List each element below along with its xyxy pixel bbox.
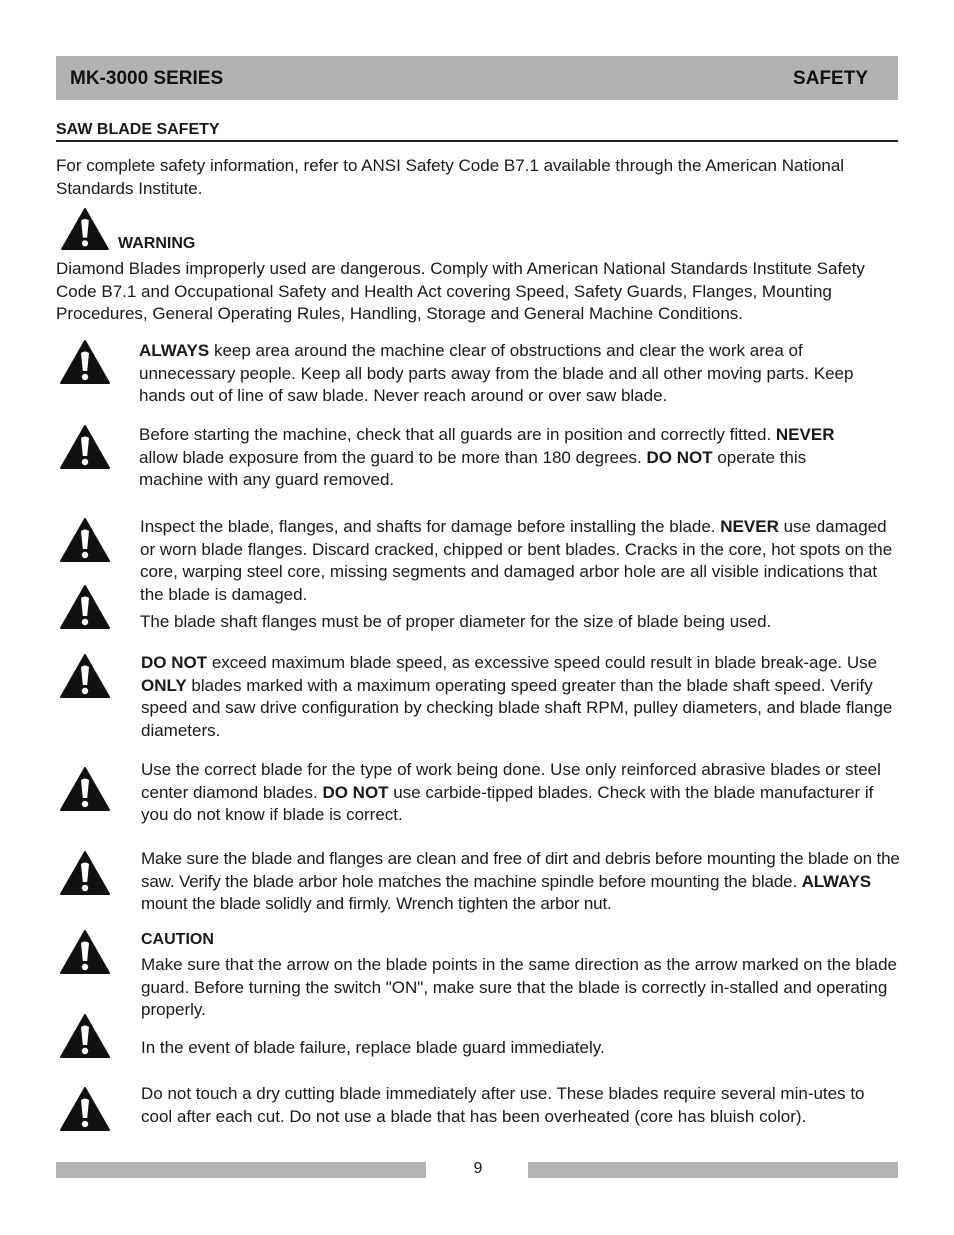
safety-item-2 bbox=[139, 424, 859, 492]
safety-item-6 bbox=[141, 759, 899, 827]
warning-triangle-icon bbox=[60, 518, 110, 562]
section-name: SAFETY bbox=[793, 68, 868, 89]
emphasis: NEVER bbox=[775, 425, 835, 444]
warning-triangle-icon bbox=[60, 1087, 110, 1131]
warning-triangle-icon bbox=[60, 851, 110, 895]
warning-triangle-icon bbox=[60, 340, 110, 384]
warning-triangle-icon bbox=[60, 425, 110, 469]
safety-item-5 bbox=[141, 652, 899, 742]
item-text: Use the correct blade for the type of work being done. Use only reinforced abrasive blades or steel center diamond blades. bbox=[141, 760, 881, 802]
item-text: exceed maximum blade speed, as excessive speed could result in blade break-age. Use bbox=[207, 653, 878, 672]
safety-item-4: The blade shaft flanges must be of proper diameter for the size of blade being used. bbox=[140, 612, 772, 631]
footer-bar-left bbox=[56, 1162, 426, 1178]
warning-text: Diamond Blades improperly used are dangerous. Comply with American National Standards Institute Safety Code B7.1 and Occupational Safety and Health Act covering Speed, Safety Guards, Flanges, Mounting Procedures, General Operating Rules, Handling, Storage and General Machine Conditions. bbox=[56, 259, 865, 324]
page-number: 9 bbox=[473, 1160, 483, 1177]
page-header bbox=[56, 56, 898, 100]
caution-label: CAUTION bbox=[141, 931, 214, 948]
emphasis: DO NOT bbox=[322, 782, 389, 802]
emphasis: ALWAYS bbox=[139, 341, 210, 360]
emphasis: DO NOT bbox=[646, 447, 713, 467]
section-divider bbox=[56, 140, 898, 142]
safety-item-1 bbox=[139, 340, 889, 408]
section-title: SAW BLADE SAFETY bbox=[56, 121, 220, 138]
warning-triangle-icon bbox=[60, 654, 110, 698]
item-text: Before starting the machine, check that all guards are in position and correctly fitted. bbox=[139, 425, 776, 444]
warning-triangle-icon bbox=[60, 585, 110, 629]
safety-item-7 bbox=[141, 848, 911, 916]
warning-label: WARNING bbox=[118, 235, 196, 252]
caution-text: Make sure that the arrow on the blade points in the same direction as the arrow marked on the blade guard. Before turning the switch "ON", make sure that the blade is correctly in-stalled and operating properly. bbox=[141, 955, 897, 1020]
series-title: MK-3000 SERIES bbox=[70, 68, 224, 89]
item-text: Inspect the blade, flanges, and shafts for damage before installing the blade. bbox=[140, 517, 721, 536]
item-text: Make sure the blade and flanges are clean and free of dirt and debris before mounting the blade on the saw. Verify the blade arbor hole matches the machine spindle before mounting the blade. bbox=[141, 849, 900, 891]
footer-bar-right bbox=[528, 1162, 898, 1178]
warning-triangle-icon bbox=[59, 208, 111, 250]
item-text: allow blade exposure from the guard to be more than 180 degrees. bbox=[139, 447, 647, 467]
emphasis: DO NOT bbox=[141, 653, 208, 672]
item-text: use damaged or worn blade flanges. Discard cracked, chipped or bent blades. Cracks in the core, hot spots on the core, warping steel core, missing segments and damaged arbor hole are all visible indications that the blade is damaged. bbox=[140, 517, 893, 604]
item-text: use carbide-tipped blades. Check with the blade manufacturer if you do not know if blade is correct. bbox=[141, 782, 874, 825]
blade-failure-text: In the event of blade failure, replace blade guard immediately. bbox=[141, 1038, 605, 1057]
warning-triangle-icon bbox=[60, 930, 110, 974]
emphasis: ALWAYS bbox=[801, 871, 871, 891]
item-text: mount the blade solidly and firmly. Wrench tighten the arbor nut. bbox=[141, 894, 612, 914]
warning-triangle-icon bbox=[60, 767, 110, 811]
item-text: operate this machine with any guard removed. bbox=[139, 447, 807, 490]
intro-text: For complete safety information, refer to ANSI Safety Code B7.1 available through the American National Standards Institute. bbox=[56, 156, 845, 198]
safety-item-3 bbox=[140, 516, 900, 606]
emphasis: NEVER bbox=[720, 517, 779, 536]
emphasis: ONLY bbox=[141, 675, 187, 695]
item-text: blades marked with a maximum operating speed greater than the blade shaft speed. Verify speed and saw drive configuration by checking blade shaft RPM, pulley diameters, and blade flange diameters. bbox=[141, 675, 893, 740]
hot-blade-text: Do not touch a dry cutting blade immediately after use. These blades require several min-utes to cool after each cut. Do not use a blade that has been overheated (core has bluish color). bbox=[141, 1084, 865, 1126]
item-text: keep area around the machine clear of obstructions and clear the work area of unnecessary people. Keep all body parts away from the blade and all other moving parts. Keep hands out of line of saw blade. Never reach around or over saw blade. bbox=[139, 341, 854, 406]
warning-triangle-icon bbox=[60, 1014, 110, 1058]
